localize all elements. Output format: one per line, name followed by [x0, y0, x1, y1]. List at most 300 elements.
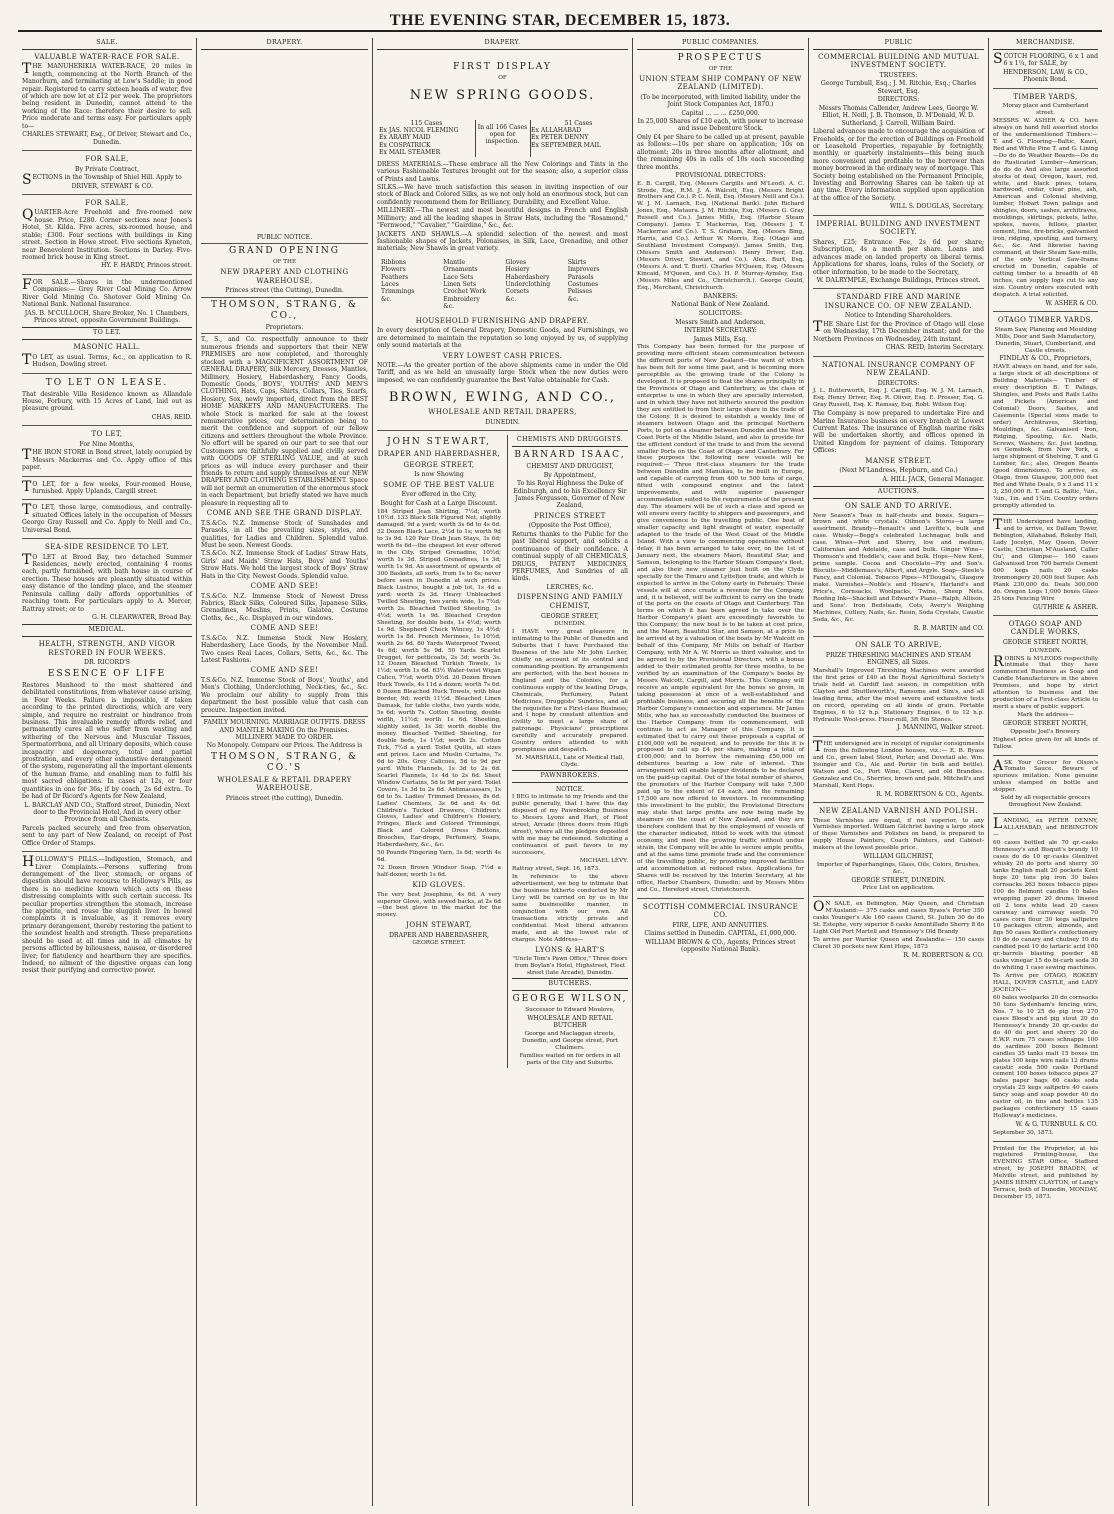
- ad-title: TO LET ON LEASE.: [45, 377, 169, 388]
- ad-value: James Mills, Esq.: [693, 335, 748, 343]
- ad-body: 60 cases bottled ale 70 qr.-casks Hennessy's and Bisquit's brandy 10 cases do do 10 qr.-casks Glenlivet whisky 20 do ports and sherry 30 tanks English malt 20 pockets Kent hops 20 tons pig iron 30 bales cornsacks 263 boxes tobacco pipes 100 do Belmont candles 10 bales wrapping paper 20 drums linseed oil 2 tons white lead 20 cases caraway and carraway seeds 70 cases corn flour 30 kegs saltpetre 10 packages citron, almonds, and figs 50 cases Keiller's confectionery 10 do do canary and chutney 10 do candied peel 10 do tartaric acid 100 qr.-barrels blasting powder 48 casks vinegar 15 do bi-carb soda 30 do whiting 1 case sewing machines.: [993, 840, 1098, 972]
- ad-signature: W. ASHER & CO.: [1045, 299, 1098, 307]
- ad-signature: WILL S. DOUGLAS, Secretary.: [890, 203, 984, 211]
- ad-body: 60 bales woolpacks 20 do cornsacks 50 tons Sydenham's fencing wire, Nos. 7 to 10 25 do pig iron 270 cases Blood's and pig stout 20 do Hennessy's brandy 20 qr.-casks do do 40 do port and sherry 20 do E.W.P. rum 75 cases schnapps 100 do sardines 200 boxes Belmont candles 35 tanks malt 15 boxes tin plates 100 kegs wire nails 12 drums caustic soda 500 casks Portland cement 100 boxes tobacco pipes 27 bales paper bags 60 casks soda crystals 25 kegs saltpetre 40 cases fancy soap and soap powder 40 do castor oil, in tins and bottles 135 packages confectionery 15 cases Holloway's medicines.: [993, 995, 1098, 1120]
- ad-holloway: [22, 856, 192, 975]
- ad-body: George Turnbull, Esq.; J. M. Ritchie, Esq.; Charles Stewart, Esq.: [820, 80, 977, 95]
- goods-item: Costumes: [567, 281, 599, 289]
- ad-commercial-building: [813, 53, 984, 211]
- ad-headline: SOME OF THE BEST VALUE: [383, 480, 495, 489]
- ad-subtitle: WHOLESALE AND RETAIL DRAPERS,: [428, 408, 577, 417]
- ad-signature: GUTHRIE & ASHER.: [1033, 603, 1098, 611]
- ad-subtitle: Moray place and Cumberland street.: [1002, 103, 1089, 116]
- ad-subtitle: BANKERS:: [703, 292, 738, 300]
- ad-signature: JAS. B. M'CULLOCH, Share Broker, No. 1 Chambers, Princes street, opposite Government Buildings.: [24, 309, 190, 324]
- ad-body: To his Royal Highness the Duke of Edinburgh, and to his Excellency Sir James Fergusson, Governor of New Zealand,: [513, 480, 627, 510]
- ad-body: ASK Your Grocer for Olson's Tomato Sauce. Beware of spurious imitation. None genuine unless stamped on bottle and stopper.: [993, 757, 1098, 794]
- ad-varnish: [813, 807, 984, 892]
- goods-item: Trimmings: [381, 288, 415, 296]
- ad-signature: MICHAEL LEVY.: [579, 858, 628, 865]
- ad-threshing: [813, 641, 984, 732]
- goods-item: Underclothing: [505, 281, 551, 289]
- ad-shiel-hill: [22, 155, 192, 190]
- shipments-table: [379, 120, 626, 157]
- section-header-drapery: DRAPERY.: [201, 38, 368, 50]
- divider: [22, 150, 192, 151]
- ad-quarter-acre: [22, 199, 192, 270]
- ad-title: LANDING, ex PETER DENNY, ALLAHABAD, and BEBINGTON—: [993, 816, 1098, 839]
- ad-body: Shares, £25; Entrance Fee, 2s 6d per share; Subscription, 4s a month per share. Loans and advances made on landed property on liberal terms. Applications for shares, loans, rules of the Society, or other information, to be made to the Secretary,: [813, 238, 984, 276]
- ad-address: Princes street (the cutting), Dunedin.: [225, 794, 344, 802]
- newspaper-title: THE EVENING STAR, DECEMBER 15, 1873.: [389, 12, 731, 29]
- ad-body: The very best Josephine, 4s 6d. A very superior Glove, with sewed backs, at 2s 6d—the best glove in the market for the money.: [377, 891, 501, 919]
- ad-title: To Arrive per OTAGO, ROKEBY HALL, DOVER CASTLE, and LADY JOCELYN—: [993, 973, 1098, 994]
- goods-item: &c.: [505, 295, 517, 303]
- ad-body: Only £4 per Share to be called up at present, payable as follows:—10s per share on application; 10s on allotment; 20s in three months after allotment, and the remaining 40s in calls of 10s each succeeding three months.: [637, 133, 804, 171]
- divider: [201, 333, 368, 334]
- ad-body: 184 Striped Jean Shirting, 7½d; worth 10½d. 133 Black Silk Figured Net, slightly damaged, 9d a yard; worth 3s 6d to 4s 6d. 32 Dozen Black Lace, 2½d to 1s; worth 9d to 3s 9d. 120 Pair Drab Jean Stays, 3s 6d; worth 6s 6d—the cheapest lot ever offered in the City. Striped Grenadine, 10½d; worth 1s 3d. Striped Grenadines, 1s 3d; worth 1s 9d. An assortment of upwards of 300 Baskets, all sorts, from 1s to 6s; never before seen in Dunedin at such prices. Black Lustres, bought a job lot, 1s 4d a yard; worth 2s 3d. Heavy Unbleached Twilled Sheeting, two yards wide, 1s 7½d; worth 2s. Bleached Twilled Sheeting, 1s 4½d; worth 1s 9d. Bleached Croydon Sheeting, for double beds, 1s 4½d; worth 1s 9d. Shepherd Check Wincey, 1s 4½d; worth 1s 8d. French Merinoes, 1s 10½d; worth 2s 6d. 80 Yards Waterproof Tweed, 4s 6d; worth 5s 9d. 50 Yards Scarlet Drugget, for petticoats, 2s 3d; worth 3s. 12 Dozen Bleached Turkish Towels, 1s 1½d; worth 1s 6d. 63½ Water-twist Wigan Calico, 7½d; worth 9½d. 20 Dozen Brown Huck Towels, 4s 11d a dozen; worth 7s 6d. 6 Dozen Bleached Huck Towels, with blue border, 9d; worth 11½d. Bleached Linen Damask, for table cloths, two yards wide, 5s 6d; worth 7s. Cotton Sheeting, double width, 11½d; worth 1s 6d. Sheeting, slightly soiled, 1s 3d; worth double the money. Bleached Twilled Sheeting, for double beds, 1s 1½d; worth 2s. Cotton Tick, 7½d a yard. Toilet Quilts, all sizes and prices. Lace and Muslin Curtains, 7s 6d to 20s. Grey Calicoes, 5d to 9d per yard. White Flannels, 1s 3d to 2s 6d. Scarlet Flannels, 1s 4d to 2s 6d. Sheet Window Curtains, 5d to 9d per yard. Toilet Covers, 1s 3d to 2s 6d. Antimacassars, 1s 6d to 5s. Ladies' Trimmed Dresses, 8s 6d. Ladies' Chemises, 3s 6d and 4s 6d. Children's Tucked Drawers, Children's Gloves, Ladies' and Children's Hosiery, Fringes, Black and Colored Trimmings, Black and Colored Dress Buttons, Brooches, Ear-drops, Perfumery, Soaps, Haberdashery, &c., &c.: [377, 508, 501, 849]
- divider: [993, 615, 1098, 616]
- ad-subtitle: PRIZE THRESHING MACHINES AND STEAM ENGINES, all Sizes.: [825, 651, 972, 667]
- ad-title: MASONIC HALL.: [73, 343, 141, 352]
- ad-subtitle: Is now Showing: [414, 471, 464, 479]
- ad-body: SECTIONS in the Township of Shiel Hill. Apply to: [22, 172, 182, 189]
- section-header-auctions: AUCTIONS.: [813, 486, 984, 499]
- ad-body: 50 Pounds Fingering Yarn, 3s 6d; worth 4s 6d.: [377, 850, 501, 864]
- ad-body: E. B. Cargill, Esq. (Messrs Cargills and M'Leod). A. C. Strode, Esq., R.M. J. A. Walcott, Esq. (Messrs Bright Brothers and Co.). P. C. Neill, Esq. (Messrs Neill and Co.). W. J. M. Larnach, Esq. (National Bank). John Richard Jones, Esq., Mataura. J. M. Ritchie, Esq. (Messrs G. Gray Russell and Co.). James Mills, Esq. (Harbor Steam Company). James T. Mackerras, Esq. (Messrs J. T. Mackerras and Co.). T. S. Graham, Esq. (Messrs Bing, Harris, and Co.). Arthur W. Morris, Esq. (Otago and Southland Investment Company). James Smith, Esq. (Messrs Smith and Anderson). Henry Driver, Esq. (Messrs Driver, Stewart, and Co.). Alex. Burt, Esq. (Messrs A. and T. Burt). Charles M'Queen, Esq. (Messrs Kincaid, M'Queen, and Co.). H. P. Murray-Aynsley, Esq. (Messrs Miles and Co., Christchurch.). George Gould, Esq., Merchant, Christchurch.: [637, 180, 805, 291]
- ad-body: THE IRON STORE in Bond street, lately occupied by Messrs Mackerras and Co. Apply office of this paper.: [22, 447, 192, 472]
- ad-standard-fire: [813, 293, 984, 351]
- ad-body: In reference to the above advertisement, we beg to intimate that the business hitherto conducted by Mr Levy will be carried on by us in the same businesslike manner, in conjunction with our own. All transactions strictly private and confidential. Most liberal advances made, and at the lowest rate of charges. Note Address—: [511, 873, 628, 943]
- ad-subtitle: Importer of Paperhangings, Glass, Oils, Colors, Brushes, &c.,: [816, 861, 981, 875]
- ad-address: MANSE STREET.: [865, 456, 932, 465]
- ad-title: SEA-SIDE RESIDENCE TO LET.: [45, 543, 169, 552]
- ad-body: T.S.&Co. N.Z. Immense Stock of Sunshades and Parasols, in all the prevailing sizes, styles, and qualities, for Ladies and Children. Splendid value. Must be seen. Newest Goods.: [201, 519, 368, 549]
- ad-body: 72 Dozen Brown Windsor Soap, 7½d a half-dozen; worth 1s 6d.: [377, 865, 501, 879]
- ad-body: I HAVE very great pleasure in intimating to the Public of Dunedin and Suburbs that I have Purchased the Business of the late Mr John Lecher, chiefly on account of its central and commanding position. By arrangements are perfected, with the best houses in England and the Colonies, for a continuous supply of the leading Drugs, Chemicals, Perfumery, Patent Medicines, Druggists' Sundries, and all the requisites for a First-class Business; and I hope by constant attention and civility to meet a large share of patronage. Physicians' prescriptions carefully and accurately prepared. Country orders attended to with promptness and despatch.: [511, 629, 628, 754]
- ad-body: Messrs Thomas Callender, Andrew Lees, George W. Elliot, H. Neill, J. B. Thomson, D. M'Donald, W. D. Sutherland, J. Carroll, William Baird.: [818, 104, 979, 127]
- divider: [993, 755, 1098, 756]
- printer-imprint: Printed for the Proprietor, at his registered Printing-house, the EVENING STAR Office, Stafford street, by JOSEPH BRADEN, of Melville street, and published by JAMES HENRY CLAYTON, of Lang's Terrace, both of Dunedin, MONDAY, December 15, 1873.: [993, 1145, 1098, 1201]
- ad-name: NEW DRAPERY AND CLOTHING WAREHOUSE,: [220, 268, 349, 285]
- divider: [201, 297, 368, 298]
- ad-body: In every description of General Drapery, Domestic Goods, and Furnishings, we are determined to maintain the reputation so long enjoyed by us, of supplying only sound materials at the: [377, 327, 628, 350]
- ad-body: MILLINERY.—The newest and most beautiful designs in French and English Millinery; and all the leading shapes in Straw Hats, including the "Rosamond," "Fernwood," "Cavalier," "Gairdine," &c., &c.: [377, 207, 628, 230]
- ad-body: TO LET, those large, commodious, and centrally-situated Offices lately in the occupation of Messrs George Gray Russell and Co. Apply to Neill and Co., Universal Bond.: [22, 502, 192, 534]
- goods-item: Linen Sets: [443, 281, 476, 289]
- ad-firm: BROWN, EWING, AND CO.,: [388, 390, 617, 406]
- goods-item: Crochet Work: [443, 288, 486, 296]
- section-header-merchandise: MERCHANDISE.: [993, 38, 1098, 50]
- ad-body: T.S.&Co. N.Z. Immense Stock of Ladies' Straw Hats, Girls' and Maids' Straw Hats, Boys' and Youths' Straw Hats. We hold the largest stock of Boys' Straw Hats in the City. Newest Goods. Splendid value.: [201, 550, 368, 580]
- ad-subtitle: DIRECTORS:: [877, 96, 920, 104]
- lower-row: [377, 435, 628, 1067]
- ad-value: Messrs Smith and Anderson.: [675, 318, 766, 326]
- ad-headline: COME AND SEE THE GRAND DISPLAY.: [206, 509, 363, 518]
- section-header-sale: SALE.: [22, 38, 192, 50]
- ad-body: THE MANUHERIKIA WATER-RACE, 20 miles in length, commencing at the North Branch of the Manorburn, and terminating at Low's Saddle; in good repair. Registered to carry sixteen heads of water, five of which are now let at £12 per week. The proprietors being resident in Dunedin, cannot attend to the working of the Race: therefore their desire to sell. Price moderate and terms easy. For particulars apply to—: [22, 61, 192, 130]
- ad-body: I BEG to intimate to my friends and the public generally, that I have this day disposed of my Pawnbroking Business to Messrs Lyons and Hart, of Fleet street, Arcade (three doors from High street), where all the pledges deposited with me may be redeemed. Soliciting a continuance of past favors to my successors,: [511, 794, 628, 857]
- goods-item: Pelisses: [567, 288, 593, 296]
- ad-subtitle: (Next M'Landress, Hepburn, and Co.): [839, 467, 958, 475]
- divider: [22, 194, 192, 195]
- ad-subtitle: (Opposite the Post Office),: [528, 522, 612, 530]
- ad-product-name: ESSENCE OF LIFE: [47, 668, 167, 679]
- ad-firm: NATIONAL INSURANCE COMPANY OF NEW ZEALAND.: [821, 360, 976, 378]
- ad-shares: [22, 276, 192, 325]
- ad-national-insurance: [813, 361, 984, 484]
- section-header-public-companies: PUBLIC COMPANIES.: [637, 38, 804, 50]
- ad-body: HOLLOWAY'S PILLS.—Indigestion, Stomach, and Liver Complaints.—Persons suffering from derangement of the liver, stomach, or organs of digestion should have recourse to Holloway's Pills, as there is no medicine known which acts on these distressing complaints with such certain success. Its peculiar properties strengthen the stomach, increase the appetite, and rouse the sluggish liver. In bowel complaints it is invaluable, as it removes every primary derangement, thereby restoring the patient to the soundest health and strength. These preparations should be used at all times and in all climates by persons afflicted by biliousness, nausea, or disordered liver; for flatulency and heartburn they are specifics. Indeed, no ailment of the digestive organs can long resist their purifying and corrective power.: [22, 854, 192, 975]
- ad-date: Rattray street, Sept. 16, 1873.: [511, 866, 600, 873]
- ad-subtitle: FIRE, LIFE, AND ANNUITIES.: [672, 921, 769, 929]
- ad-body: Restores Manhood to the most shattered and debilitated constitutions, from whatever cause arising, in Four Weeks. Failure is impossible, if taken according to the printed directions, which are very simple, and require no restraint or hindrance from business. This invaluable remedy affords relief, and permanently cures all who suffer from wasting and withering of the Nervous and Muscular Tissues, Spermatorrhœa, and all Urinary deposits, which cause incapacity and degeneracy, total and partial prostration, and every other exhaustive derangement of the system, regenerating all the important elements of the human frame, and enabling man to fulfil his most sacred obligations. In cases at 12s, or four quantities in one for 36s; if by coach, 2s 6d extra. To be had of Dr Ricord's Agents for New Zealand,: [22, 681, 192, 801]
- cases-total: In all 166 Cases open for inspection.: [475, 120, 531, 157]
- ad-subtitle: DRAPER AND HABERDASHER,: [377, 450, 501, 459]
- divider: [813, 215, 984, 216]
- ad-body: T., S., and Co. respectfully announce to their numerous friends and supporters that their NEW PREMISES are now completed, and thoroughly stocked with a MAGNIFICENT ASSORTMENT OF GENERAL DRAPERY, Silk Mercery, Dresses, Mantles, Millinery, Hosiery, Haberdashery, Fancy Goods, Domestic Goods, BOYS', YOUTHS' AND MEN'S CLOTHING, Hats, Caps, Shirts, Collars, Ties, Scarfs, Hosiery, Sox, newly imported, direct from the BEST HOME MARKETS AND MANUFACTURERS. The whole Stock is marked for sale at the lowest remunerative prices, our determination being to merit the confidence and support of our fellow citizens and settlers throughout the whole Province. No effort will be spared on our part to see that our Customers are faithfully supplied and civilly served with GOODS OF STERLING VALUE, and at such prices as will induce every purchaser and their friends to return and supply themselves at our NEW DRAPERY AND CLOTHING ESTABLISHMENT. Space will not permit an enumeration of the enormous stock in each Department, but briefly stated we have much pleasure in requesting all to: [201, 336, 368, 507]
- ad-signature: G. H. CLEARWATER, Broad Bay.: [92, 614, 192, 621]
- section-header-pawnbrokers: PAWNBROKERS.: [512, 770, 628, 783]
- ad-subtitle: DIRECTORS:: [877, 379, 920, 387]
- ad-subtitle: By Appointment,: [543, 471, 597, 479]
- ad-firm: BARNARD ISAAC,: [514, 450, 626, 461]
- ad-body: Steam Saw, Planeing and Moulding Mills, Door and Sash Manufactory, Dunedin, Stuart, Cumberland, and Castle streets.: [994, 326, 1097, 354]
- ad-ricord: [22, 640, 192, 847]
- goods-list: [381, 259, 624, 311]
- ad-firm: STANDARD FIRE AND MARINE INSURANCE CO. OF NEW ZEALAND.: [824, 293, 973, 310]
- ad-on-sale-ex: [813, 901, 984, 959]
- ad-signature: HY. F. HARDY, Princes street.: [101, 262, 192, 270]
- ad-note: Opposite Joel's Brewery.: [1010, 728, 1081, 735]
- ad-signature: CHAS. REID, Interim Secretary.: [885, 344, 984, 352]
- goods-item: Haberdashery: [505, 273, 550, 281]
- ad-body: Marshall's Improved Threshing Machines were awarded the first prize of £40 at the Royal Agricultural Society's trials held at Cardiff last season, in competition with Clayton and Shuttleworth's, Ransome and Sim's, and all leading firms, after the most severe and exhaustive tests on record, operating on all kinds of grain. Portable Engines, 6 to 12 h.p. Stationary Engines, 6 to 12 h.p. Hydraulic Wool-press. Flour-mill, 3ft 6in Stones.: [813, 667, 984, 723]
- ad-subtitle: CHEMIST AND DRUGGIST,: [526, 463, 614, 471]
- ad-note: Price List on application.: [862, 885, 935, 892]
- goods-item: Hosiery: [505, 266, 530, 274]
- ad-headline: NEW ZEALAND VARNISH AND POLISH.: [819, 807, 978, 815]
- divider: [22, 499, 192, 500]
- ad-street: GEORGE STREET,: [541, 612, 599, 620]
- ad-firm: UNION STEAM SHIP COMPANY OF NEW ZEALAND (LIMITED).: [639, 74, 802, 92]
- ad-guthrie-asher: [993, 519, 1098, 611]
- ad-body: Highest price given for all kinds of Tallow.: [993, 736, 1098, 750]
- goods-item: &c.: [567, 295, 579, 303]
- ad-address: GEORGE STREET NORTH,: [1002, 720, 1089, 728]
- ad-body: THE undersigned are in receipt of regular consignments from the following London houses, viz.:— E. B. Byass and Co., green label Stout, Porter, and Dovetail ale. Wm. Younger and Co., Ale and Porter (in bulk and bottle). Watson and Co., Port Wine, Claret, and old Brandies. Gonzalez and Co., Sherries, brown and pale. Mitchell's and Marshall, Kent Hops.: [813, 738, 984, 789]
- ad-signature: DRIVER, STEWART & CO.: [71, 182, 153, 190]
- masthead: [18, 8, 1102, 32]
- ad-headline: FIRST DISPLAY: [453, 61, 552, 72]
- ad-brown-ewing: [377, 62, 628, 426]
- ad-body: In 25,000 Shares of £10 each, with power to increase and issue Debenture Stock.: [637, 118, 804, 133]
- ad-body: No Monopoly. Compare our Prices. The Address is: [206, 742, 363, 750]
- ad-signature: CHAS. REID.: [151, 413, 192, 421]
- section-header-public: PUBLIC: [813, 38, 984, 50]
- ad-body: FOR SALE.—Shares in the undermentioned Companies:— Grey River Coal Mining Co. Arrow River Gold Mining Co. Shotover Gold Mining Co. National Bank. National Insurance.: [22, 276, 192, 309]
- ad-water-race: [22, 53, 192, 146]
- goods-item: Laces: [381, 281, 399, 289]
- ad-scottish-commercial: [637, 903, 804, 954]
- goods-item: Improvers: [567, 266, 600, 274]
- ad-city: DUNEDIN.: [554, 621, 586, 628]
- goods-item: Flowers: [381, 266, 406, 274]
- section-header-chemists: CHEMISTS AND DRUGGISTS.: [512, 435, 628, 447]
- divider: [637, 898, 804, 899]
- ad-title: FOR SALE,: [85, 198, 129, 207]
- ad-body: Claims settled in Dunedin. CAPITAL, £1,000,000.: [644, 930, 797, 938]
- ad-timber-yards: [993, 93, 1098, 308]
- ad-subtitle: By Private Contract,: [75, 165, 139, 173]
- ad-headline: GRAND OPENING: [229, 246, 340, 257]
- ad-street: GEORGE STREET.: [412, 940, 466, 947]
- ad-body: TO LET at Brood Bay, two detached Summer Residences, newly erected, containing 4 rooms each, partly furnished, with bath house in course of erection. These houses are pleasantly situated within easy distance of the landing place, and the steamer Peninsula calling daily affords opportunities of reaching town. For particulars apply to A. Mercer, Rattray street; or to: [22, 551, 192, 613]
- ad-signature: R. M. ROBERTSON & CO., Agents.: [876, 790, 984, 798]
- ad-headline: TIMBER YARDS,: [1013, 92, 1078, 101]
- ad-body: Liberal advances made to encourage the acquisition of Freeholds, or for the erection of Buildings on Freehold or Leasehold Properties, repayable by fortnightly, monthly, or quarterly instalments—this being much more convenient and profitable to the borrower than money borrowed in the ordinary way of mortgage. This Society being established on the Permanent Principle, Investing and Borrowing Shares can be taken up at any time. Every information supplied upon application at the office of the Society.: [813, 128, 984, 202]
- divider: [993, 1141, 1098, 1142]
- ad-firm: LYONS & HART'S: [535, 945, 605, 954]
- ad-headline: VERY LOWEST CASH PRICES.: [442, 351, 563, 360]
- ad-body: T.S.&Co. N.Z. Immense Stock of Newest Dress Fabrics, Black Silks, Coloured Silks, Japanese Silks, Grenadines, Muslins, Prints, Galatea, Costume Cloths, &c., &c. Displayed in our windows.: [201, 592, 368, 622]
- ad-title: NOTICE.: [555, 785, 585, 793]
- ad-headline: ON SALE AND TO ARRIVE.: [844, 502, 953, 510]
- ad-firm: GEORGE WILSON,: [512, 993, 628, 1004]
- ad-imperial-building: [813, 220, 984, 285]
- ad-body: New Season's Teas in half-chests and boxes. Sugars—brown and white crystals. Oilmen's Stores—a large assortment. Brandy—Renault's and Levitte's, bulk and case. Whisky—Begg's celebrated Lochnagar, bulk and case. Wines—Port and Sherry, low and medium, Californian and Adelaide, case and bulk. Ginger Wine—Thomson's and Heddle's, case and bulk. Hops—New Kent, prime sample. Cocoa and Chocolate—Fry and Son's. Biscuits—Middlemass's, Albert, and Argyle. Soap—Steele's Fancy, and Colonial. Tobacco Pipes—M'Dougal's, Glasgow make. Varnishes—Noble's and Hoare's, Harland's and Price's. Cornsacks, Woolpacks, Twine, Sheep Nets. Roofing Ink—Shackell and Edward's Piano—Ralph, Allison, and Sons'. Iron Bedsteads, Cots, Avery's Weighing Machines, Cutlery, Nails, &c. Resin, Soda Crystals, Caustic Soda, &c., &c.: [813, 512, 984, 623]
- ad-signature: WILLIAM BROWN & CO., Agents, Princes street (opposite National Bank).: [645, 938, 796, 953]
- goods-item: Embroidery: [443, 295, 480, 303]
- section-header-to-let: TO LET.: [22, 327, 192, 340]
- section-header-medical: MEDICAL.: [22, 624, 192, 637]
- ad-body: ROBINS & M'LEODS respectfully intimate that they have commenced Business as Soap and Candle Manufacturers in the above Premises, and hope by strict attention to business and the production of a First-class Article to merit a share of public support.: [993, 653, 1098, 711]
- ad-value: National Bank of New Zealand.: [671, 301, 770, 309]
- ad-thomson-strang: [201, 234, 368, 803]
- divider: [813, 288, 984, 289]
- ad-signature: A. HILL JACK, General Manager.: [882, 475, 984, 483]
- ad-subtitle: SOLICITORS:: [698, 309, 743, 317]
- ship-name: Ex ARABY MAID: [379, 134, 431, 142]
- ad-subtitle: OF THE: [708, 65, 733, 72]
- ad-subtitle: TRUSTEES:: [879, 71, 918, 79]
- divider: [993, 514, 1098, 515]
- ad-signature: W. & G. TURNBULL & CO.: [1015, 1121, 1098, 1129]
- goods-item: Lace Sets: [443, 273, 474, 281]
- ad-title: HEALTH, STRENGTH, AND VIGOR RESTORED IN FOUR WEEKS.: [38, 640, 176, 657]
- column-public: [809, 38, 988, 1506]
- section-header-drapery: DRAPERY.: [377, 38, 628, 50]
- ad-body: MESSRS W. ASHER & CO. have always on hand full assorted stocks of the undermentioned Timbers:— T. and G. Flooring—Baltic, Kauri, Red and White Pine T. and G. Lining—Do do do Weather Boards—Do do do Rusticated Lumber—American, do do do And also large assorted stocks of deal, Oregon, kauri, red, white, and black pines, totara, hardwood, cedar, clear pine, ash, American and Colonial shelving, lumber, Hobart Town palings and shingles, doors, sashes, architraves, mouldings, skirtings, pickets, laths, spokes, naves, felloes, plaster, cement, lime, fire-bricks, galvanised iron, ridging, spouting, and turnery, &c., &c. And likewise having command, at their Steam Saw-mills, of the only Vertical Saw-frame erected in Dunedin, capable of cutting timber to a breadth of 48 inches, can supply logs cut to any size. Country orders executed with despatch. A trial solicited.: [993, 117, 1098, 298]
- ad-subtitle: Successor to Edward Moulove,: [525, 1006, 615, 1013]
- ship-name: Ex JAS. NICOL FLEMING: [379, 127, 459, 135]
- ad-otago-timber: [993, 316, 1098, 510]
- ad-headline: NEW SPRING GOODS.: [409, 87, 596, 103]
- ship-name: Ex ALLAHABAD: [531, 127, 582, 135]
- ad-signature: JOHN STEWART,: [406, 921, 472, 930]
- ad-consignments: [813, 738, 984, 798]
- ad-city: DUNEDIN.: [485, 418, 520, 426]
- ad-body: ON SALE, ex Bebington, May Queen, and Christian M'Ausland:— 375 casks and cases Byass's Porter 350 casks Younger's Ale 160 cases Claret, St. Julien 30 do do St. Estephe, very superior 8 casks Amontillado Sherry 8 do Light Old Port Martell and Hennessy's Old Brandy: [813, 899, 984, 936]
- ad-subtitle: WHOLESALE & RETAIL DRAPERY WAREHOUSE,: [217, 775, 352, 793]
- ad-body: (To be incorporated, with limited liability, under the Joint Stock Companies Act, 1870.): [640, 93, 801, 109]
- divider: [22, 373, 192, 374]
- ad-headline: ON SALE TO ARRIVE,: [855, 641, 942, 650]
- divider: [201, 716, 368, 717]
- ad-lease: [22, 378, 192, 422]
- ad-body: HAVE always on hand, and for sale, a large stock of all descriptions of Building Materials— Timber of every description B. T. Palings, Shingles, and Posts and Rails Laths and Pickets (American and Colonial) Doors, Sashes, and Casements (Special sizes made to order) Architraves, Skirting, Mouldings, &c. Galvanised Iron, Ridging, Spouting, &c. Nails, Screws, Washers, &c. Just landing, ex Gemsbok, from New York, a large shipment of Shelving, T. and G Lumber, &c.; also, Oregon Beams (good dimensions). To arrive, ex Otago, from Glasgow, 200,000 feet Red and White Deals, 9 x 3 and 11 x 3; 250,000 ft. T. and G. Baltic, ¾in., ⅞in., 1in. and 1¼in. Country orders promptly attended to.: [993, 364, 1098, 510]
- ad-body: These Varnishes are equal, if not superior, to any Varnishes imported. William Gilchrist having a large stock of these Varnishes and Polishes on hand, is prepared to supply House Painters, Coach Painters, and Cabinet-makers at the lowest possible price.: [813, 817, 984, 852]
- ad-title: FOR SALE,: [85, 154, 129, 163]
- ad-subtitle: For Nine Months,: [79, 440, 135, 448]
- blank-space: [201, 53, 368, 233]
- ad-subtitle: PROVISIONAL DIRECTORS:: [675, 172, 766, 180]
- divider: [813, 356, 984, 357]
- ad-subtitle: Ever offered in the City,: [401, 491, 477, 499]
- ad-body: That desirable Villa Residence known as Allandale House, Forbury, with 15 Acres of Land, laid out as pleasure ground.: [22, 390, 192, 413]
- ad-headline: DISPENSING AND FAMILY CHEMIST,: [516, 593, 624, 610]
- ad-body: To arrive per Warrior Queen and Zealandia:— 150 cases Claret 30 pockets new Kent Hops, 1873: [813, 937, 984, 950]
- ad-firm: THOMSON, STRANG, & CO.'S: [211, 751, 358, 773]
- ad-subtitle: OF: [498, 74, 507, 81]
- ad-body: THE Undersigned have landing, and to arrive, ex Dallam Tower, Bebington, Allahabad, Rokeby Hall, Lady Jocelyn, May Queen, Dover Castle, Christian M'Ausland, Caller Ou', and Glimpse— 160 cases Galvanised Iron 700 barrels Cement 600 kegs nails 20 casks Ironmongery 20,000 feet Super. Ash Plank 230,000 do. Deals 300,000 do. Oregon Logs 1,000 boxes Glass 25 tons Fencing Wire: [993, 517, 1098, 602]
- goods-item: Mantle Ornaments: [443, 258, 478, 274]
- ad-body: Parcels packed securely, and free from observation, sent to any part of New Zealand, on receipt of Post Office Order of Stamps.: [22, 824, 192, 847]
- ad-body: T.S.&Co. N.Z. Immense Stock of Boys', Youths', and Men's Clothing, Underclothing, Neck-ties, &c., &c. We proclaim our ability to supply from this department the best possible value that cash can procure. Inspection invited.: [201, 677, 368, 714]
- ad-capital: Capital ... ... ... £250,000.: [681, 109, 760, 117]
- divider: [22, 476, 192, 477]
- ad-masonic-hall: [22, 343, 192, 368]
- ad-headline: HOUSEHOLD FURNISHING AND DRAPERY.: [415, 316, 590, 325]
- masthead-rule: [18, 30, 1102, 32]
- ad-city: DUNEDIN.: [1029, 647, 1062, 654]
- divider: [22, 538, 192, 539]
- cases-right: 51 Cases: [564, 119, 593, 127]
- ad-union-steam-ship: [637, 53, 804, 894]
- ad-subtitle: Notice to Intending Shareholders.: [844, 312, 953, 320]
- chemists-section: [507, 435, 628, 1067]
- goods-item: Skirts: [567, 258, 587, 266]
- ad-title: VALUABLE WATER-RACE FOR SALE.: [34, 52, 180, 61]
- ad-headline: COME AND SEE!: [250, 666, 319, 675]
- ad-body: T.S.&Co. N.Z. Immense Stock New Hosiery, Haberdashery, Lace Goods, by the November Mail. Two cases Real Laces, Collars, Setts, &c., &c. The Latest Fashions.: [201, 634, 368, 665]
- divider: [377, 430, 628, 431]
- shipments-right: [531, 120, 626, 157]
- divider: [813, 636, 984, 637]
- divider: [813, 896, 984, 897]
- ad-address: Princes street (the Cutting), Dunedin.: [225, 287, 344, 295]
- ad-street: PRINCES STREET: [534, 511, 606, 520]
- goods-item: Gloves: [505, 258, 527, 266]
- ad-title: TO LET,: [91, 430, 123, 439]
- ad-signature: HENDERSON, LAW, & CO., Phoenix Bond.: [1003, 68, 1088, 84]
- ad-signature: L. BARCLAY AND CO., Stafford street, Dunedin, Next door to the Provincial Hotel, And in every other Province from all Chemists.: [24, 801, 190, 824]
- ad-body: Sold by all respectable grocers throughout New Zealand.: [1000, 795, 1091, 809]
- ad-tomato-sauce: [993, 757, 1098, 810]
- ad-firm: FINDLAY & CO., Proprietors,: [999, 355, 1092, 363]
- ad-body: J. L. Butterworth, Esq. J. Cargill, Esq. W. J. M. Larnach, Esq. Henry Driver, Esq. R. Oliver, Esq. E. Prosser, Esq. G. Gray Russell, Esq. K. Ramsay, Esq. Robt. Wilson Esq.: [813, 388, 984, 409]
- ad-subtitle: Proprietors.: [265, 323, 304, 331]
- ad-body: TO LET, for a few weeks, Four-roomed House, furnished. Apply Uplands, Cargill street.: [22, 478, 192, 495]
- ad-body: NOTE.—As the greater portion of the above shipments came in under the Old Tariff, and as we held an unusually large Stock when the new duties were imposed, we can confidently guarantee the Best Value obtainable for Cash.: [377, 362, 628, 384]
- ad-martin: [813, 502, 984, 632]
- ad-note: Mark the address—: [1017, 712, 1074, 719]
- ad-subtitle: DR. RICORD'S: [83, 659, 131, 667]
- ad-headline: WHOLESALE AND RETAIL BUTCHER: [527, 1014, 613, 1030]
- ad-body: THE Share List for the Province of Otago will close on Wednesday, 17th December instant; and for the Northern Provinces on Wednesday, 24th instant.: [813, 318, 984, 343]
- section-header-butchers: BUTCHERS.: [512, 978, 628, 991]
- ad-signature: LERCHES, &c.: [546, 583, 594, 591]
- column-sale: [18, 38, 196, 1506]
- ad-address: "Uncle Tom's Pawn Office," Three doors from Boylan's Hotel, Highstreet, Fleet street (late Arcade), Dunedin.: [512, 956, 628, 976]
- ship-name: Ex MAIL STEAMER: [379, 149, 441, 157]
- ad-address: GEORGE STREET, DUNEDIN.: [851, 876, 946, 884]
- ad-seaside: [22, 543, 192, 621]
- ad-body: Families waited on for orders in all parts of the City and Suburbs.: [519, 1052, 621, 1066]
- ad-signature: CHARLES STEWART, Esq., Of Driver, Stewart and Co., Dunedin.: [22, 131, 192, 146]
- ad-firm: SCOTTISH COMMERCIAL INSURANCE CO.: [642, 902, 799, 920]
- ship-name: Ex PETER DENNY: [531, 134, 589, 142]
- divider: [201, 243, 368, 244]
- ad-subtitle: INTERIM SECRETARY:: [684, 327, 757, 335]
- goods-item: &c.: [381, 295, 392, 303]
- ad-body: The Company is now prepared to undertake Fire and Marine Insurance business on every branch at Lowest Current Rates. The insurance of English marine risks will be undertaken shortly, and offices opened in United Kingdom for payment of claims. Temporary Offices:: [813, 410, 984, 455]
- ad-date: September 30, 1873.: [993, 1129, 1054, 1136]
- divider: [22, 425, 192, 426]
- goods-item: Parasols: [567, 273, 594, 281]
- column-merchandise: [989, 38, 1102, 1506]
- column-drapery-2: [373, 38, 632, 1506]
- ad-body: QUARTER-Acre Freehold and five-roomed new house. Price, £280. Corner sections near Jones's Hotel, St. Kilda. Five acres, six-roomed house, and stable; £300. Four sections with buildings in King street. Section in Howe street. Five sections Kyneton, near Benevolent Institution. Sections in Darley. Five-roomed brick house in King street.: [22, 207, 192, 261]
- divider: [993, 311, 1098, 312]
- ad-firm: JOHN STEWART,: [387, 437, 491, 448]
- ad-body: FAMILY MOURNING. MARRIAGE OUTFITS. DRESS AND MANTLE MAKING On the Premises. MILLINERY MADE TO ORDER.: [203, 719, 366, 741]
- ad-soap-candle: [993, 620, 1098, 751]
- divider: [813, 736, 984, 737]
- ad-headline: OTAGO SOAP AND CANDLE WORKS,: [1008, 619, 1083, 637]
- goods-item: Feathers: [381, 273, 409, 281]
- column-public-companies: [633, 38, 808, 1506]
- ad-headline: COME AND SEE!: [250, 624, 319, 633]
- ad-subtitle: Bought for Cash at a Large Discount.: [380, 499, 498, 507]
- ad-title: PUBLIC NOTICE.: [256, 233, 313, 241]
- ad-signature: M. MARSHALL, Late of Medical Hall, Clyde.: [515, 755, 625, 769]
- ad-signature: J. MANNING, Walker street.: [897, 724, 984, 732]
- ad-iron-store: [22, 430, 192, 471]
- ad-body: SILKS.—We have much satisfaction this season in inviting inspection of our stock of Black and Colored Silks, as we not only hold an enormous stock, but can confidently recommend them for Brilliancy, Durability, and Excellent Value.: [377, 183, 628, 206]
- ad-signature: R. B. MARTIN and CO.: [913, 624, 984, 632]
- ad-headline: KID GLOVES.: [412, 881, 466, 890]
- ad-subtitle: DRAPER AND HABERDASHER,: [388, 931, 489, 939]
- ad-body: DRESS MATERIALS.—These embrace all the New Colorings and Tints in the various Fashionable Textures brought out for the season; also, a superior class of Prints and Lawns.: [377, 160, 628, 183]
- divider: [22, 274, 192, 275]
- ad-address: George and Maclaggan streets, Dunedin, and George street, Port Chalmers.: [521, 1030, 618, 1051]
- divider: [993, 88, 1098, 89]
- ad-scotch-flooring: [993, 50, 1098, 84]
- ad-signature: W. DALRYMPLE, Exchange Buildings, Princes street.: [816, 276, 981, 284]
- ad-john-stewart: [377, 435, 501, 1067]
- goods-item: &c.: [443, 303, 455, 311]
- ad-signature: WILLIAM GILCHRIST,: [863, 853, 934, 861]
- ad-body: This Company has been formed for the purpose of providing more efficient steam communication between the different ports of New Zealand—the want of which has been felt for some time past, and is becoming more perceptible as the growing trade of the Colony is developed. It is proposed to float the shares principally in the Provinces of Otago and Canterbury, as the class of enterprise is one in which they are specially interested, and in which they have not hitherto secured the position they are entitled to from their large share in the trade of the Colony. It is desired to establish a weekly line of steamers between Otago and the principal Northern Ports, to put on a steamer between Dunedin and the West Coast Ports of the Middle Island, and also to provide for the efficient conduct of the trade to and from the several smaller Ports on the Coast of Otago and Canterbury. For these purposes the following new vessels will be required:— Three first-class steamers for the trade between Dunedin and Manukau, to be built in Europe, and capable of carrying from 400 to 500 tons of cargo, fitted with compound engines and the latest improvements, and with superior passenger accommodation suited to the requirements of the present day. The steamers will be of such a class and speed as will ensure every facility to shippers and passengers, and give convenience to the travelling public. One boat of smaller capacity and light draught of water, especially adapted to the trade of the West Coast of the Middle Island. With a view to commencing operations without delay, it has been arranged to take over, on the 1st of January next, the steamers Maori, Beautiful Star, and Samson, belonging to the Harbor Steam Company's fleet, and also their new steamer just built on the Clyde specially for the Timaru and Lyttelton trade, and which is expected to arrive in the Colony early in February. These vessels will at once create a revenue for the Company, and, it is believed, will be sufficient to carry on the trade of the ports on the coasts of Otago and Canterbury. The terms on which it has been agreed to take over the Harbor Company's plant are exceedingly favorable to this Company; the new boat is to be taken at cost price, and the Maori, Beautiful Star, and Samson, at a price to be arrived at by a valuation of the boats by Mr Walcott on behalf of this Company, Mr Mills on behalf of Harbor Company, with Mr A. W. Morris as third valuator, and to be agreed to by the Provisional Directors, with a bonus added to their estimated profits for three months, to be verified by an examination of the Company's books by Messrs Walcott, Cargill, and Morris. This Company will receive an ample equivalent for the bonus so given, in taking possession at once of a well-established and profitable business, and securing all the benefits of the Harbor Company's connection and experience. Mr James Mills, who has so successfully conducted the business of the Harbor Company from its commencement, will continue to act as Manager of this Company. It is estimated that to carry out these proposals a capital of £100,000 will be required, and to provide for this it is proposed to call up £4 per share, making a total of £100,000; and to borrow the remaining £50,000 on debentures bearing a low rate of interest. This arrangement will enable larger dividends to be declared on the paid-up capital. Out of the total number of shares, the promoters of the Harbor Company will take 7,500 paid up to the extent of £4 each, and the remaining 17,500 are now offered to investors. In recommending this investment to the public, the Provisional Directors may state that large profits are now being made by steamers on the coast of New Zealand, and they are therefore confident that by the employment of vessels of the character indicated, fitted to work with the utmost economy, and meet the growing traffic without undue strain, the Company will be able to secure ample profits, and at the same time promote trade and the convenience of the travelling public, by providing improved facilities and accommodation at reduced rates. Applications for Shares will be received by the Interim Secretary, at his office, Harbor Chambers, Dunedin; and by Messrs Miles and Co., Hereford street, Christchurch.: [637, 344, 804, 893]
- ship-name: Ex SEPTEMBER MAIL: [531, 141, 601, 149]
- ad-firm: IMPERIAL BUILDING AND INVESTMENT SOCIETY.: [816, 219, 981, 237]
- ad-four-roomed: [22, 478, 192, 496]
- ad-firm: THOMSON, STRANG, & CO.,: [211, 299, 358, 321]
- ad-body: Returns thanks to the Public for the past liberal support, and solicits a continuance of their confidence. A continual supply of all CHEMICALS, DRUGS, PATENT MEDICINES, PERFUMES, And Sundries of all kinds.: [511, 530, 628, 583]
- ad-landing: [993, 818, 1098, 1136]
- goods-item: Corsets: [505, 288, 530, 296]
